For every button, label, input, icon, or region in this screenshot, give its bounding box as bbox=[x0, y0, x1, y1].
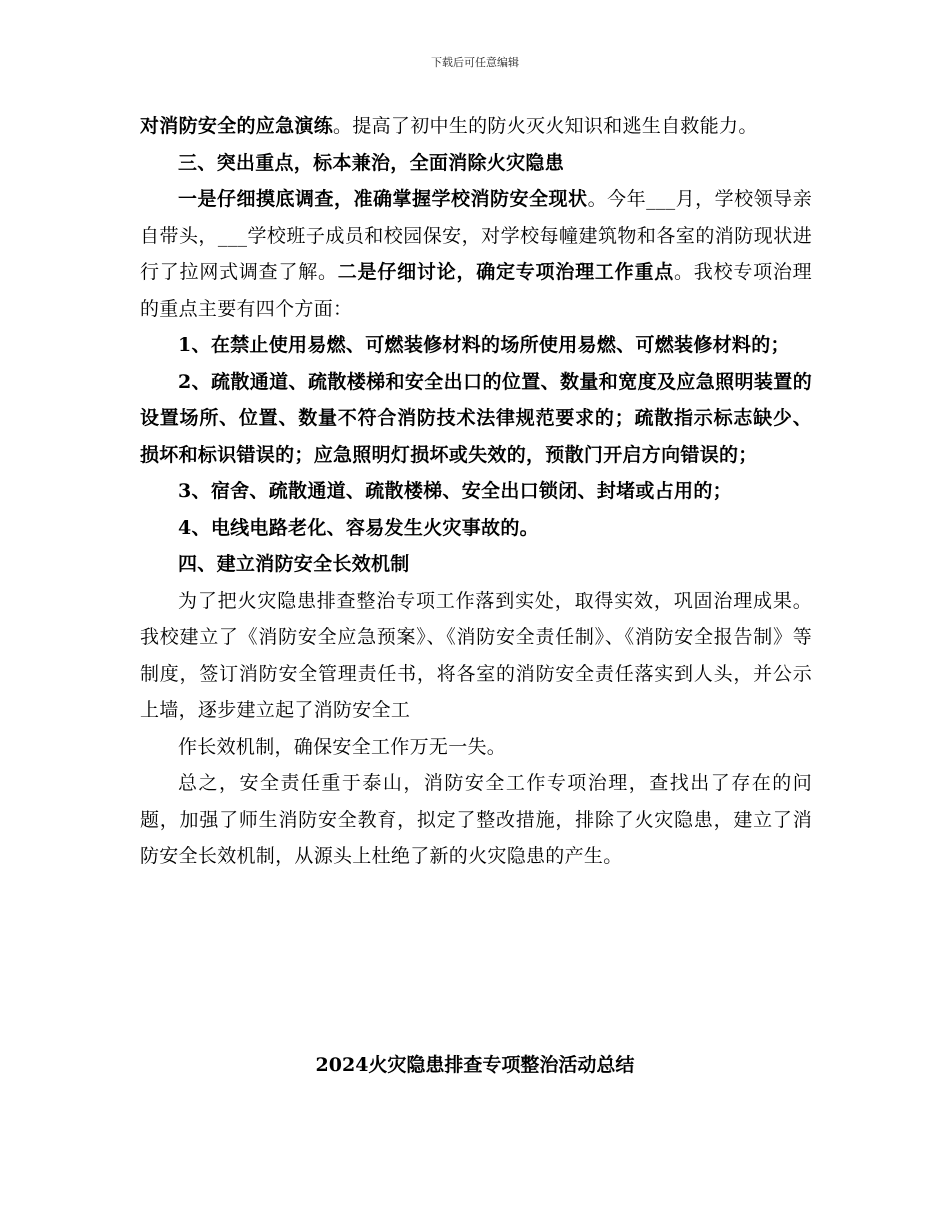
list-item-2: 2、疏散通道、疏散楼梯和安全出口的位置、数量和宽度及应急照明装置的设置场所、位置、数量不符合消防技术法律规范要求的；疏散指示标志缺少、损坏和标识错误的；应急照明灯损坏或失效的，预散门开启方向错误的； bbox=[140, 370, 812, 466]
paragraph-mechanism-continued: 作长效机制，确保安全工作万无一失。 bbox=[178, 735, 507, 758]
list-item-3: 3、宿舍、疏散通道、疏散楼梯、安全出口锁闭、封堵或占用的； bbox=[178, 480, 732, 502]
paragraph-text: 。今年___月，学校领导亲自带头，___学校班子成员和校园保安，对学校每幢建筑物和各室的消防现状进行了拉网式调查了解。 bbox=[140, 188, 812, 283]
list-item-4: 4、电线电路老化、容易发生火灾事故的。 bbox=[178, 516, 539, 539]
document-body bbox=[140, 108, 812, 875]
paragraph-conclusion: 总之，安全责任重于泰山，消防安全工作专项治理，查找出了存在的问题，加强了师生消防安全教育，拟定了整改措施，排除了火灾隐患，建立了消防安全长效机制，从源头上杜绝了新的火灾隐患的产生。 bbox=[140, 772, 812, 867]
paragraph-mechanism: 为了把火灾隐患排查整治专项工作落到实处，取得实效，巩固治理成果。我校建立了《消防安全应急预案》、《消防安全责任制》、《消防安全报告制》等制度，签订消防安全管理责任书，将各室的消防安全责任落实到人头，并公示上墙，逐步建立起了消防安全工 bbox=[140, 589, 812, 721]
bold-phrase: 一是仔细摸底调查，准确掌握学校消防安全现状 bbox=[178, 188, 588, 210]
bold-phrase: 二是仔细讨论，确定专项治理工作重点 bbox=[337, 261, 675, 283]
list-item-1: 1、在禁止使用易燃、可燃装修材料的场所使用易燃、可燃装修材料的； bbox=[178, 334, 790, 356]
page-header: 下载后可任意编辑 bbox=[431, 56, 519, 69]
section-heading-3: 三、突出重点，标本兼治，全面消除火灾隐患 bbox=[178, 151, 565, 174]
paragraph-survey bbox=[140, 181, 812, 327]
bold-phrase: 对消防安全的应急演练 bbox=[140, 115, 334, 137]
section-heading-4: 四、建立消防安全长效机制 bbox=[178, 553, 410, 575]
paragraph-text: 。我校专项治理的重点主要有四个方面： bbox=[140, 261, 812, 320]
paragraph-drill bbox=[140, 108, 812, 145]
document-title: 2024火灾隐患排查专项整治活动总结 bbox=[315, 1054, 635, 1076]
paragraph-text: 。提高了初中生的防火灭火知识和逃生自救能力。 bbox=[333, 115, 758, 137]
